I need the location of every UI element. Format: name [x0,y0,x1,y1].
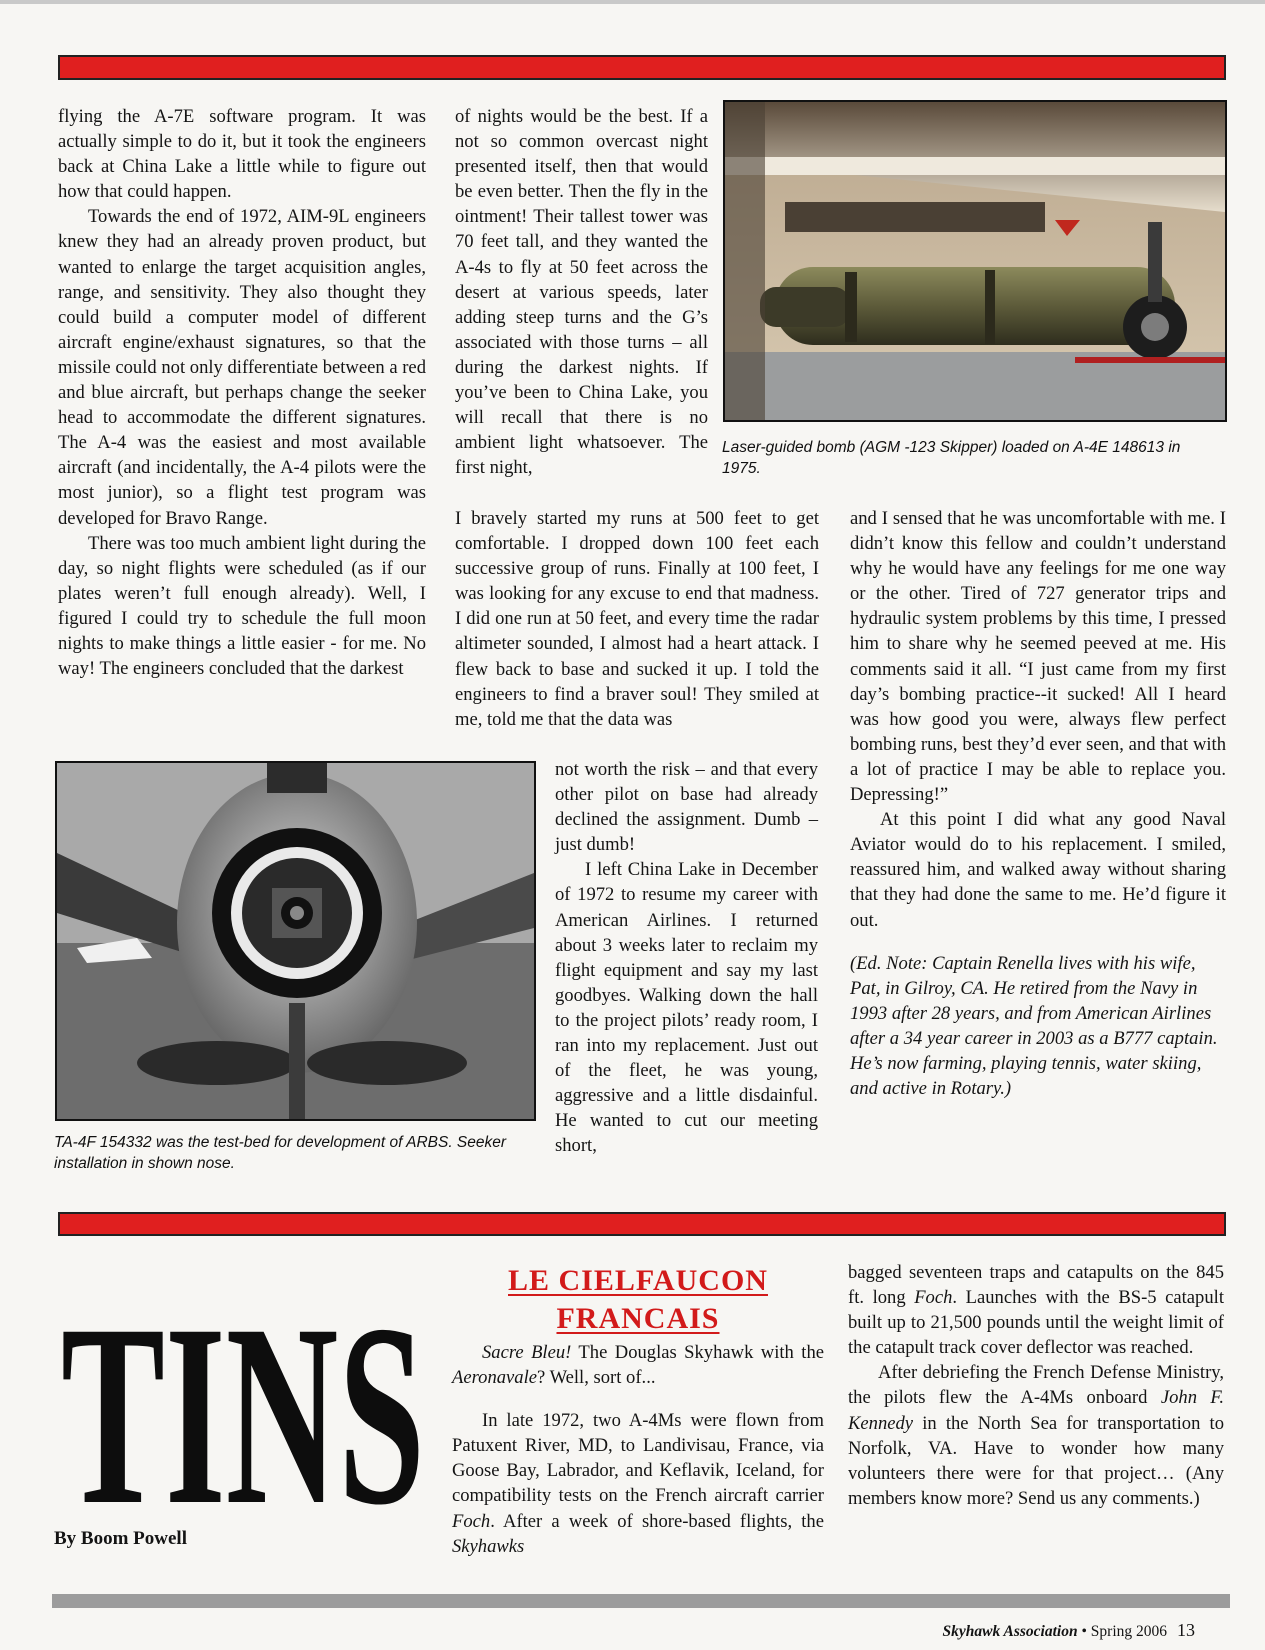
issue-date: • Spring 2006 [1077,1623,1167,1640]
article-paragraph: not worth the risk – and that every other pilot on base had already declined the assignment. Dumb – just dumb! [555,759,818,856]
sidebar-text: in the North Sea for transportation to Norfolk, VA. Have to wonder how many volunteers there were for that project… (Any members know more? Send us any comments.) [848,1412,1224,1509]
sidebar-text: In late 1972, two A-4Ms were flown from Patuxent River, MD, to Landivisau, France, via Goose Bay, Labrador, and Keflavik, Iceland, for compatibility tests on the French aircraft carrier [452,1410,824,1507]
nose-photo-illustration [57,763,534,1119]
article-paragraph: and I sensed that he was uncomfortable with me. I didn’t know this fellow and couldn’t understand why he would have any feelings for me one way or the other. Tired of 727 generator trips and hydraulic system problems by this time, I pressed him to share why he seemed peeved at me. His comments said it all. “I just came from my first day’s bombing practice--it sucked! All I heard was how good you were, always flew perfect bombing runs, best they’d ever seen, and that with a lot of practice I may be able to replace you. Depressing!” [850,508,1226,806]
tins-title [58,1252,428,1517]
article-paragraph: There was too much ambient light during the day, so night flights were scheduled (as if our plates weren’t full enough already). Well, I figured I could try to schedule the full moon nights to make things a little easier - for me. No way! The engineers concluded that the darkest [58,532,426,680]
article-column-2-lower [555,757,818,1159]
sidebar-headline-line-2: FRANCAIS [556,1302,720,1335]
sidebar-text: Skyhawks [452,1535,525,1557]
photo-ta4f-seeker-nose [55,761,536,1121]
article-column-2-top [455,104,708,480]
page-edge [0,0,1265,4]
sidebar-headline-line-1: LE CIELFAUCON [508,1264,768,1297]
sidebar-text: . Launches with the BS-5 catapult built up to 21,500 pounds until the weight limit of the catapult track cover deflector was reached. [848,1287,1224,1359]
tins-title-text: TINS [61,1271,425,1517]
sidebar-headline [452,1262,824,1338]
page-number: 13 [1177,1620,1195,1640]
bomb-photo-illustration [725,102,1225,420]
article-column-1 [58,104,426,681]
sidebar-text: The Douglas Skyhawk with the [571,1342,824,1363]
article-paragraph: I bravely started my runs at 500 feet to get comfortable. I dropped down 100 feet each successive group of runs. Finally at 100 feet, I was looking for any excuse to end that madness. I did one run at 50 feet, and every time the radar altimeter sounded, I almost had a heart attack. I flew back to base and sucked it up. I told the engineers to find a braver soul! They smiled at me, told me that the data was [455,508,819,730]
photo-laser-guided-bomb [723,100,1227,422]
editor-note: (Ed. Note: Captain Renella lives with his wife, Pat, in Gilroy, CA. He retired from the Navy in 1993 after 28 years, and from American Airlines after a 34 year career in 2003 as a B777 captain. He’s now farming, playing tennis, water skiing, and active in Rotary.) [850,952,1218,1100]
article-paragraph: Towards the end of 1972, AIM-9L engineers knew they had an already proven product, but wanted to enlarge the target acquisition angles, range, and sensitivity. They also thought they could build a computer model of different aircraft engine/exhaust signatures, so that the missile could not only differentiate between a red and blue aircraft, but perhaps change the seeker head to accommodate the different signatures. The A-4 was the easiest and most available aircraft (and incidentally, the A-4 pilots were the most junior), so a flight test program was developed for Bravo Range. [58,206,426,529]
section-red-rule [58,1212,1226,1236]
caption-bomb-photo: Laser-guided bomb (AGM -123 Skipper) loaded on A-4E 148613 in 1975. [722,439,1181,477]
article-column-3 [850,506,1226,1101]
article-paragraph: flying the A-7E software program. It was actually simple to do it, but it took the engineers back at China Lake a little while to figure out how that could happen. [58,106,426,203]
sidebar-text: Aeronavale [452,1367,538,1389]
article-paragraph: of nights would be the best. If a not so common overcast night presented itself, then that would be even better. Then the fly in the ointment! Their tallest tower was 70 feet tall, and they wanted the A-4s to fly at 50 feet across the desert at various speeds, later adding steep turns and the G’s associated with those turns – all during the darkest nights. If you’ve been to China Lake, you will recall that there is no ambient light whatsoever. The first night, [455,106,708,479]
sidebar-text: ? Well, sort of... [537,1367,656,1389]
sidebar-text: Sacre Bleu! [482,1342,572,1363]
magazine-name: Skyhawk Association [942,1623,1078,1640]
sidebar-column-1 [452,1340,824,1559]
sidebar-text: After debriefing the French Defense Ministry, the pilots flew the A-4Ms onboard [848,1362,1224,1409]
sidebar-column-2 [848,1260,1224,1511]
sidebar-text: bagged seventeen traps and catapults on the 845 ft. long [848,1262,1224,1309]
article-paragraph: I left China Lake in December of 1972 to resume my career with American Airlines. I returned about 3 weeks later to reclaim my flight equipment and say my last goodbyes. Walking down the hall to the project pilots’ ready room, I ran into my replacement. Just out of the fleet, he was young, aggressive and a little disdainful. He wanted to cut our meeting short, [555,859,818,1157]
article-paragraph: At this point I did what any good Naval Aviator would do to his replacement. I smiled, reassured him, and walked away without sharing that they had done the same to me. He’d figure it out. [850,809,1226,931]
sidebar-paragraph [848,1260,1224,1360]
sidebar-text: . After a week of shore-based flights, the [490,1510,824,1532]
sidebar-text: Foch [914,1287,953,1309]
article-column-2-middle [455,506,819,732]
footer-gray-rule [52,1594,1230,1608]
sidebar-paragraph [848,1360,1224,1511]
top-red-rule [58,55,1226,80]
sidebar-text: John F. Kennedy [848,1387,1225,1434]
sidebar-paragraph [452,1408,824,1559]
sidebar-text: Foch [452,1510,491,1532]
sidebar-paragraph [452,1340,824,1390]
caption-nose-photo: TA-4F 154332 was the test-bed for development of ARBS. Seeker installation in shown nose. [54,1134,507,1172]
page-footer [943,1620,1195,1641]
byline: By Boom Powell [54,1528,187,1549]
